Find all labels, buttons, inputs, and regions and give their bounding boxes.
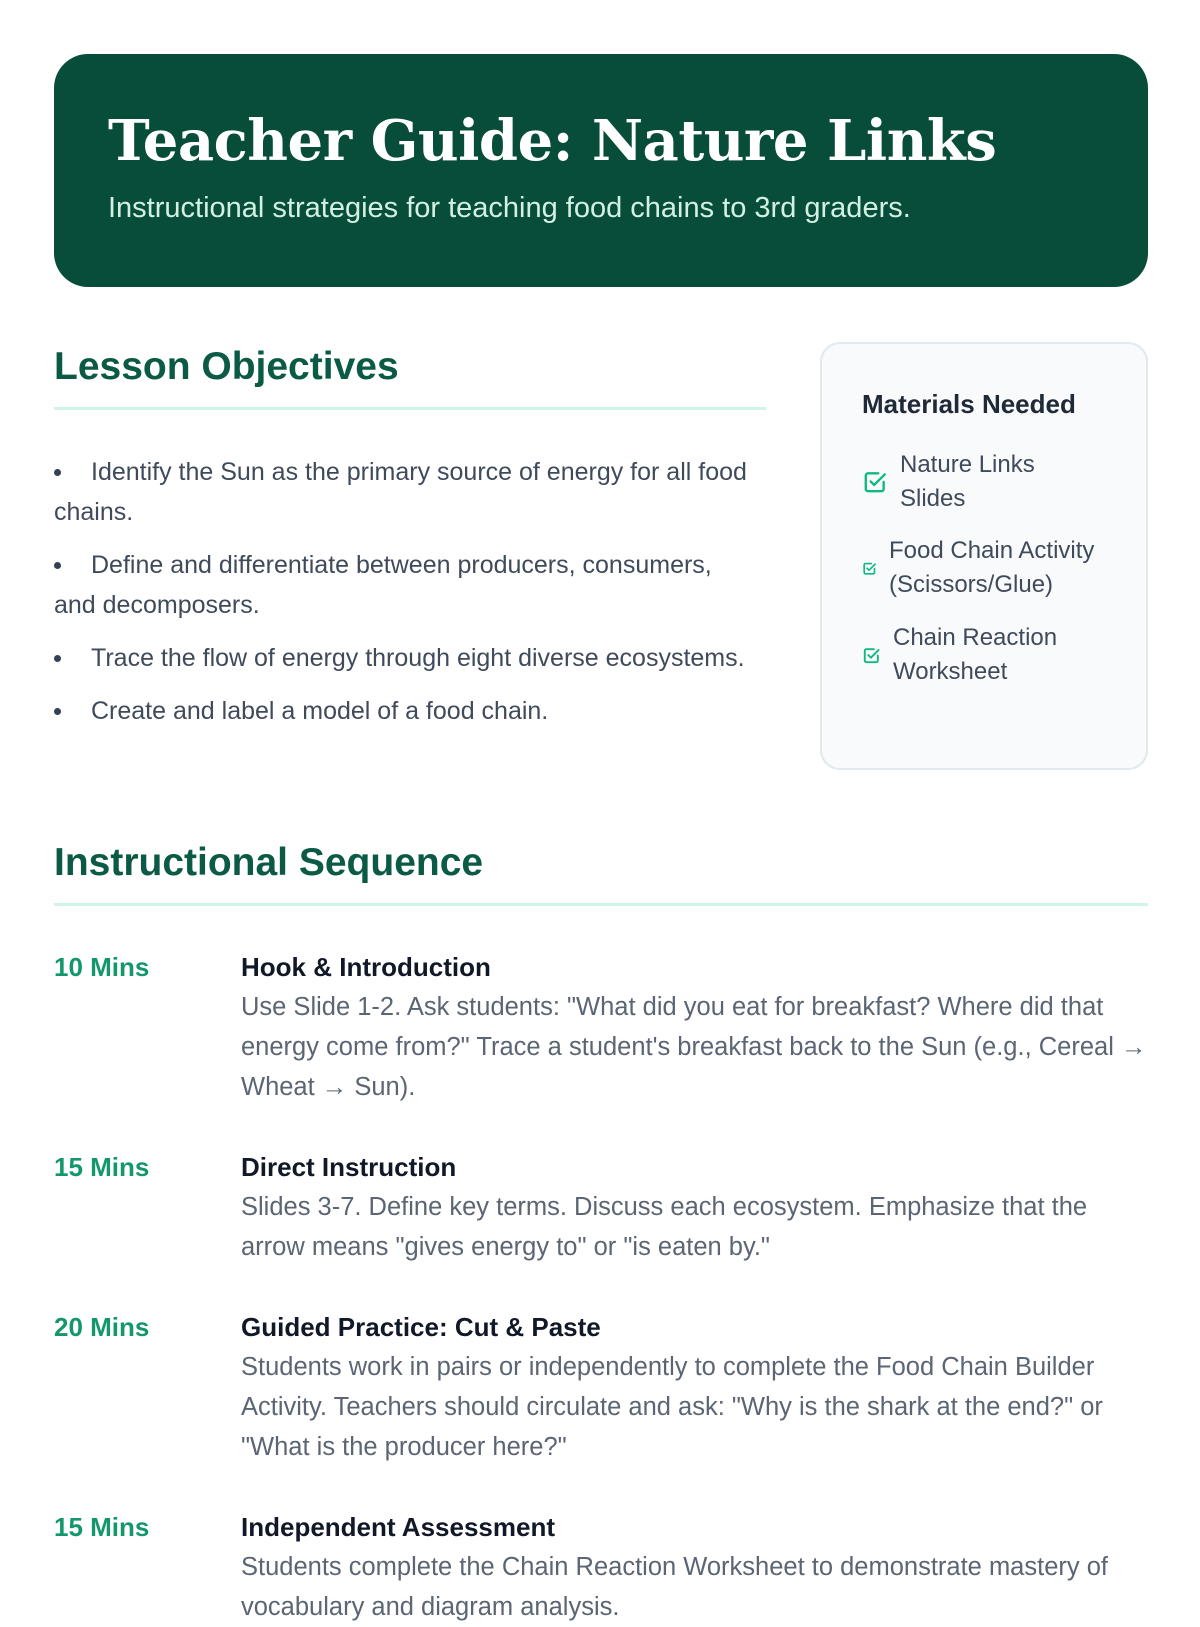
objective-item	[54, 691, 754, 731]
objectives-heading: Lesson Objectives	[54, 345, 399, 388]
objective-item	[54, 452, 754, 532]
sequence-heading: Instructional Sequence	[54, 841, 484, 884]
materials-card	[820, 342, 1148, 770]
bullet-icon	[54, 655, 61, 662]
objective-text: Identify the Sun as the primary source of energy for all food chains.	[54, 458, 747, 526]
step-time: 10 Mins	[54, 952, 150, 982]
step-title: Direct Instruction	[241, 1152, 457, 1182]
step-time: 20 Mins	[54, 1312, 150, 1342]
page-subtitle: Instructional strategies for teaching food chains to 3rd graders.	[108, 192, 911, 224]
step-description: Slides 3-7. Define key terms. Discuss each ecosystem. Emphasize that the arrow means "gives energy to" or "is eaten by."	[241, 1193, 1088, 1261]
objectives-divider	[54, 407, 766, 410]
header-banner	[54, 54, 1148, 287]
step-time: 15 Mins	[54, 1512, 150, 1542]
material-label: Nature Links Slides	[900, 451, 1035, 512]
objective-item	[54, 545, 754, 625]
step-body	[241, 947, 1151, 1107]
check-square-icon	[862, 646, 881, 665]
step-description: Students complete the Chain Reaction Worksheet to demonstrate mastery of vocabulary and diagram analysis.	[241, 1553, 1108, 1621]
materials-title: Materials Needed	[862, 389, 1076, 419]
bullet-icon	[54, 708, 61, 715]
material-item	[862, 448, 1035, 516]
material-item	[862, 621, 1057, 689]
sequence-divider	[54, 903, 1148, 906]
step-title: Independent Assessment	[241, 1512, 556, 1542]
objective-text: Create and label a model of a food chain.	[91, 697, 549, 725]
objective-text: Define and differentiate between producers, consumers, and decomposers.	[54, 551, 712, 619]
material-label: Food Chain Activity (Scissors/Glue)	[889, 537, 1095, 598]
step-description: Use Slide 1-2. Ask students: "What did you eat for breakfast? Where did that energy come from?" Trace a student's breakfast back to the Sun (e.g., Cereal → Wheat → Sun).	[241, 993, 1147, 1101]
objective-text: Trace the flow of energy through eight diverse ecosystems.	[91, 644, 745, 672]
step-body	[241, 1507, 1151, 1627]
step-title: Hook & Introduction	[241, 952, 491, 982]
check-square-icon	[862, 561, 877, 576]
material-item	[862, 534, 1094, 602]
objective-item	[54, 638, 754, 678]
material-label: Chain Reaction Worksheet	[893, 624, 1058, 685]
objectives-list	[54, 452, 754, 744]
bullet-icon	[54, 469, 61, 476]
step-description: Students work in pairs or independently to complete the Food Chain Builder Activity. Teachers should circulate and ask: "Why is the shark at the end?" or "What is the producer here?"	[241, 1353, 1103, 1461]
check-square-icon	[862, 469, 888, 495]
step-title: Guided Practice: Cut & Paste	[241, 1312, 601, 1342]
page-title: Teacher Guide: Nature Links	[108, 108, 997, 174]
bullet-icon	[54, 562, 61, 569]
step-body	[241, 1147, 1151, 1267]
step-time: 15 Mins	[54, 1152, 150, 1182]
step-body	[241, 1307, 1151, 1467]
